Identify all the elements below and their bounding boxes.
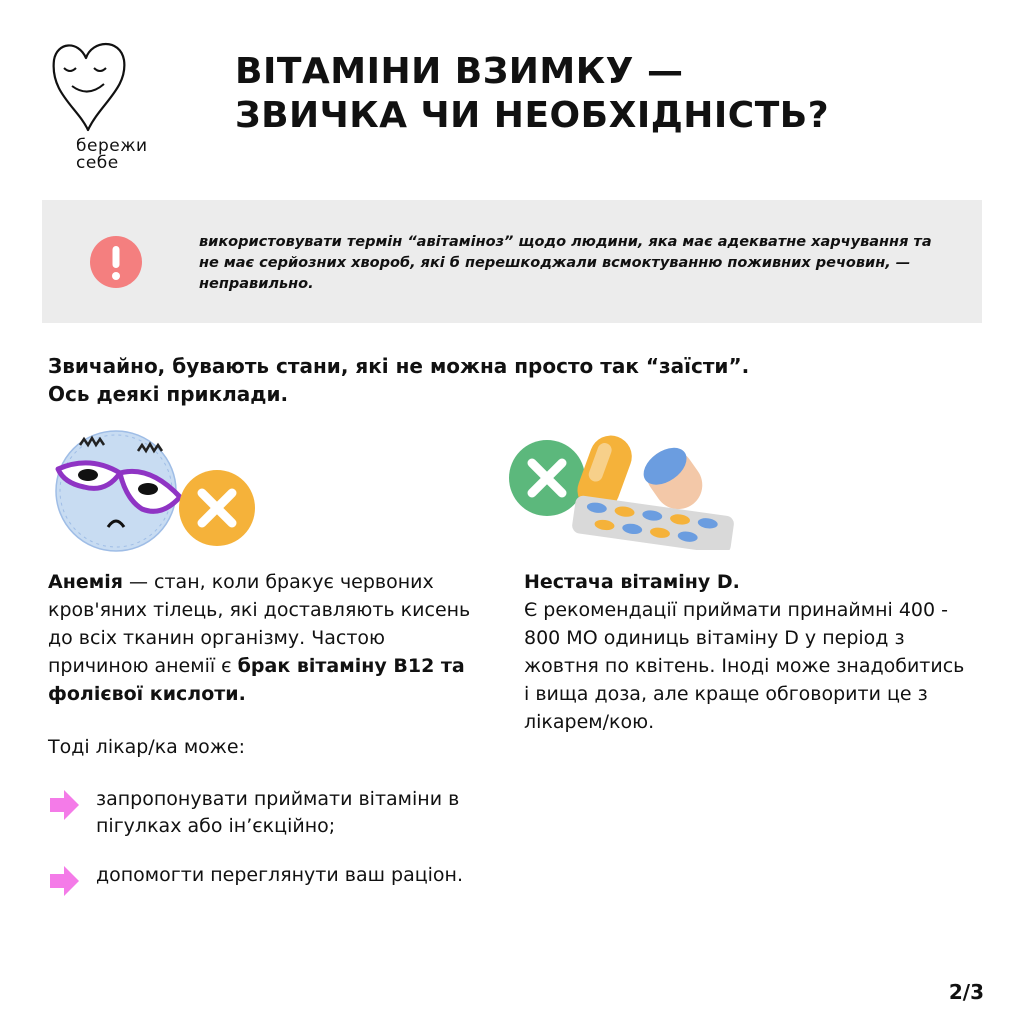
intro-line-1: Звичайно, бувають стани, які не можна просто так “заїсти”. bbox=[48, 354, 750, 378]
vitamin-d-text: Є рекомендації приймати принаймні 400 - 800 МО одиниць вітаміну D у період з жовтня по квітень. Іноді може знадобитись і вища доза, але краще обговорити це з лікарем/кою. bbox=[524, 599, 965, 733]
exclamation-circle-icon bbox=[89, 235, 143, 289]
anemia-paragraph bbox=[48, 568, 488, 708]
list-item bbox=[48, 862, 468, 889]
page-title bbox=[235, 50, 829, 138]
list-item bbox=[48, 786, 468, 840]
arrow-right-icon bbox=[48, 788, 80, 822]
intro-line-2: Ось деякі приклади. bbox=[48, 382, 289, 406]
vitamin-d-section bbox=[524, 568, 974, 736]
anemia-face-illustration bbox=[50, 425, 260, 555]
logo-line-1: бережи bbox=[76, 136, 148, 156]
heart-face-icon bbox=[48, 38, 128, 138]
brand-logo bbox=[44, 38, 174, 178]
warning-box bbox=[42, 200, 982, 323]
anemia-section bbox=[48, 568, 488, 708]
title-line-1: ВІТАМІНИ ВЗИМКУ — bbox=[235, 51, 684, 92]
intro-heading bbox=[48, 352, 749, 408]
anemia-bold-text: брак вітаміну B12 та фолієвої кислоти. bbox=[48, 655, 465, 705]
anemia-term: Анемія bbox=[48, 571, 123, 593]
vitamin-d-title: Нестача вітаміну D. bbox=[524, 571, 740, 593]
arrow-right-icon bbox=[48, 864, 80, 898]
logo-line-2: себе bbox=[76, 153, 119, 173]
doctor-actions-list bbox=[48, 786, 468, 911]
anemia-text: — стан, коли бракує червоних кров'яних тілець, які доставляють кисень до всіх тканин організму. Частою причиною анемії є bbox=[48, 571, 471, 677]
list-item-text: допомогти переглянути ваш раціон. bbox=[96, 864, 464, 886]
title-line-2: ЗВИЧКА ЧИ НЕОБХІДНІСТЬ? bbox=[235, 95, 830, 136]
warning-text: використовувати термін “авітаміноз” щодо людини, яка має адекватне харчування та не має серйозних хвороб, які б перешкоджали всмоктуванню поживних речовин, — неправильно. bbox=[199, 234, 932, 292]
list-item-text: запропонувати приймати вітаміни в пігулках або ін’єкційно; bbox=[96, 788, 460, 837]
vitamin-pills-illustration bbox=[505, 420, 745, 550]
page-number: 2/3 bbox=[948, 980, 984, 1004]
doctor-can-label: Тоді лікар/ка може: bbox=[48, 736, 246, 758]
